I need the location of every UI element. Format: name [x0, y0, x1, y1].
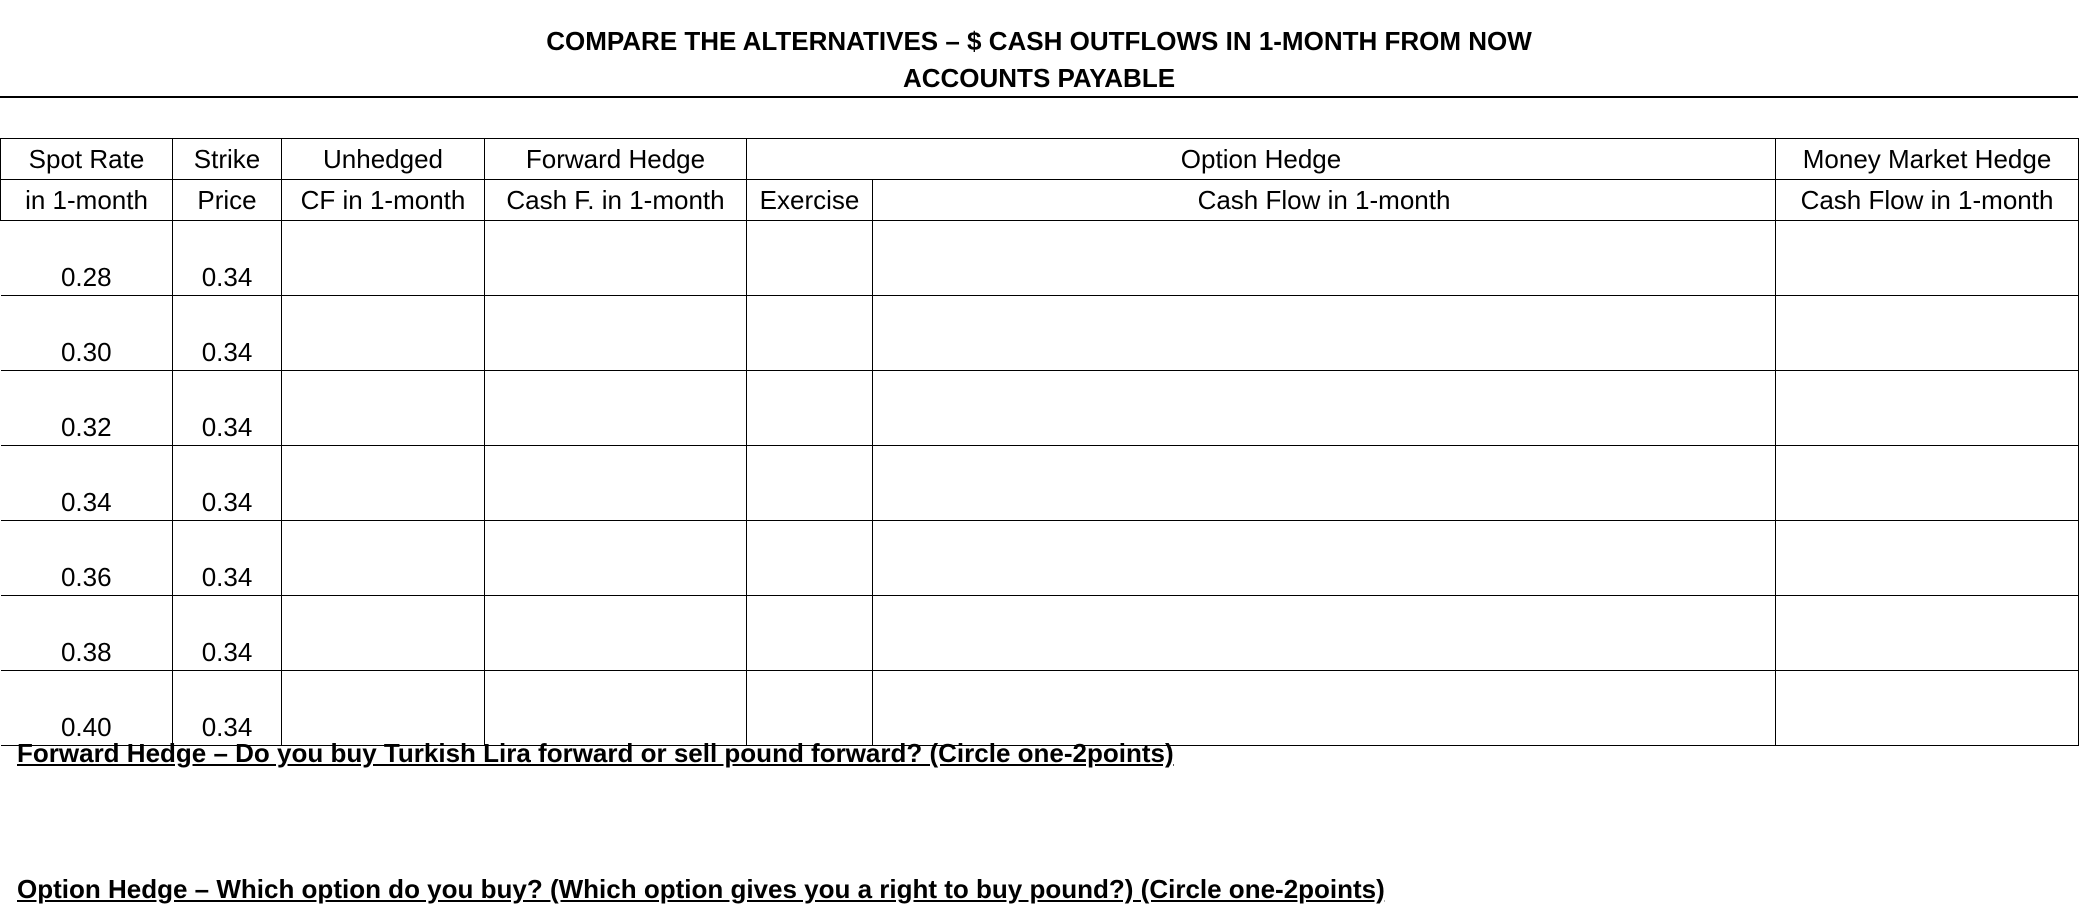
option-cash-flow-cell[interactable]	[873, 371, 1776, 446]
header-option-cash-flow: Cash Flow in 1-month	[873, 180, 1776, 221]
table-row	[1, 371, 2079, 446]
spot-rate-cell: 0.30	[1, 296, 173, 371]
option-cash-flow-cell[interactable]	[873, 671, 1776, 746]
header-strike-2: Price	[173, 180, 282, 221]
option-hedge-question: Option Hedge – Which option do you buy? (Which option gives you a right to buy pound?) (Circle one-2points)	[17, 874, 1385, 904]
header-unhedged-1: Unhedged	[282, 139, 485, 180]
header-forward-1: Forward Hedge	[485, 139, 747, 180]
strike-price-cell: 0.34	[173, 296, 282, 371]
title-divider	[0, 96, 2078, 98]
option-exercise-cell[interactable]	[747, 596, 873, 671]
option-exercise-cell[interactable]	[747, 446, 873, 521]
table-row	[1, 296, 2079, 371]
spot-rate-cell: 0.38	[1, 596, 173, 671]
option-exercise-cell[interactable]	[747, 296, 873, 371]
money-market-cell[interactable]	[1776, 371, 2079, 446]
unhedged-cell[interactable]	[282, 221, 485, 296]
spot-rate-cell: 0.28	[1, 221, 173, 296]
money-market-cell[interactable]	[1776, 221, 2079, 296]
table-row	[1, 221, 2079, 296]
header-row-1	[1, 139, 2079, 180]
spot-rate-cell: 0.40	[1, 671, 173, 746]
header-option-hedge: Option Hedge	[747, 139, 1776, 180]
header-money-market-1: Money Market Hedge	[1776, 139, 2079, 180]
header-spot-rate-1: Spot Rate	[1, 139, 173, 180]
header-row-2	[1, 180, 2079, 221]
header-option-exercise: Exercise	[747, 180, 873, 221]
header-forward-2: Cash F. in 1-month	[485, 180, 747, 221]
option-exercise-cell[interactable]	[747, 671, 873, 746]
unhedged-cell[interactable]	[282, 446, 485, 521]
forward-hedge-cell[interactable]	[485, 521, 747, 596]
strike-price-cell: 0.34	[173, 371, 282, 446]
money-market-cell[interactable]	[1776, 296, 2079, 371]
forward-hedge-cell[interactable]	[485, 596, 747, 671]
forward-hedge-cell[interactable]	[485, 671, 747, 746]
unhedged-cell[interactable]	[282, 371, 485, 446]
option-cash-flow-cell[interactable]	[873, 521, 1776, 596]
forward-hedge-cell[interactable]	[485, 221, 747, 296]
money-market-cell[interactable]	[1776, 596, 2079, 671]
table-row	[1, 671, 2079, 746]
page-subtitle: ACCOUNTS PAYABLE	[902, 63, 1176, 93]
option-cash-flow-cell[interactable]	[873, 221, 1776, 296]
strike-price-cell: 0.34	[173, 221, 282, 296]
option-cash-flow-cell[interactable]	[873, 446, 1776, 521]
money-market-cell[interactable]	[1776, 521, 2079, 596]
spot-rate-cell: 0.34	[1, 446, 173, 521]
page-title: COMPARE THE ALTERNATIVES – $ CASH OUTFLOWS IN 1-MONTH FROM NOW	[546, 26, 1532, 56]
spot-rate-cell: 0.32	[1, 371, 173, 446]
strike-price-cell: 0.34	[173, 521, 282, 596]
table-row	[1, 446, 2079, 521]
forward-hedge-cell[interactable]	[485, 371, 747, 446]
strike-price-cell: 0.34	[173, 596, 282, 671]
option-cash-flow-cell[interactable]	[873, 296, 1776, 371]
money-market-cell[interactable]	[1776, 671, 2079, 746]
header-unhedged-2: CF in 1-month	[282, 180, 485, 221]
unhedged-cell[interactable]	[282, 296, 485, 371]
header-strike-1: Strike	[173, 139, 282, 180]
unhedged-cell[interactable]	[282, 521, 485, 596]
table-row	[1, 596, 2079, 671]
money-market-cell[interactable]	[1776, 446, 2079, 521]
unhedged-cell[interactable]	[282, 671, 485, 746]
forward-hedge-cell[interactable]	[485, 446, 747, 521]
option-cash-flow-cell[interactable]	[873, 596, 1776, 671]
table-row	[1, 521, 2079, 596]
strike-price-cell: 0.34	[173, 671, 282, 746]
option-exercise-cell[interactable]	[747, 221, 873, 296]
forward-hedge-cell[interactable]	[485, 296, 747, 371]
unhedged-cell[interactable]	[282, 596, 485, 671]
forward-hedge-question: Forward Hedge – Do you buy Turkish Lira forward or sell pound forward? (Circle one-2points)	[17, 738, 1174, 768]
option-exercise-cell[interactable]	[747, 521, 873, 596]
header-spot-rate-2: in 1-month	[1, 180, 173, 221]
spot-rate-cell: 0.36	[1, 521, 173, 596]
strike-price-cell: 0.34	[173, 446, 282, 521]
option-exercise-cell[interactable]	[747, 371, 873, 446]
header-money-market-2: Cash Flow in 1-month	[1776, 180, 2079, 221]
comparison-table	[0, 138, 2079, 746]
